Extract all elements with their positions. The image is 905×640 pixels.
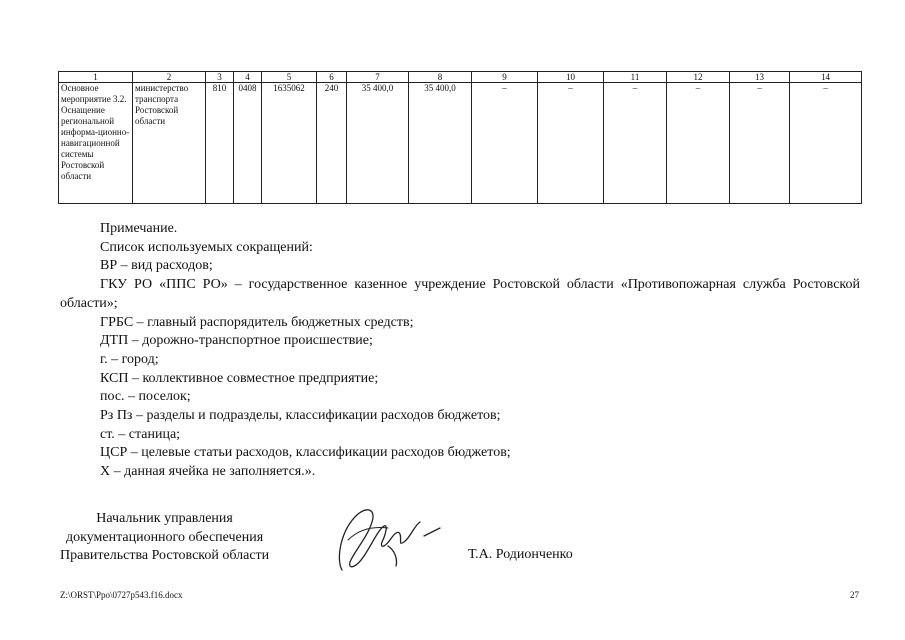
header-cell: 10 <box>538 72 604 83</box>
header-cell: 13 <box>730 72 790 83</box>
header-cell: 3 <box>206 72 234 83</box>
signatory-title <box>60 510 269 566</box>
empty-cell: – <box>538 83 604 204</box>
table-header-row <box>59 72 862 83</box>
header-cell: 7 <box>347 72 409 83</box>
header-cell: 8 <box>409 72 472 83</box>
empty-cell: – <box>472 83 538 204</box>
header-cell: 5 <box>262 72 317 83</box>
header-cell: 12 <box>667 72 730 83</box>
header-cell: 6 <box>317 72 347 83</box>
header-cell: 11 <box>604 72 667 83</box>
note-heading: Примечание. <box>100 221 178 236</box>
note-line: Список используемых сокращений: <box>100 239 313 255</box>
page-number: 27 <box>850 590 859 600</box>
rzpz-cell: 0408 <box>234 83 262 204</box>
handwritten-signature <box>328 500 448 580</box>
note-line: Рз Пз – разделы и подразделы, классификации расходов бюджетов; <box>100 408 501 424</box>
signatory-name: Т.А. Родионченко <box>468 547 573 562</box>
budget-table <box>58 71 862 204</box>
vr-cell: 240 <box>317 83 347 204</box>
note-line: КСП – коллективное совместное предприятие; <box>100 370 379 386</box>
header-cell: 14 <box>790 72 862 83</box>
empty-cell: – <box>604 83 667 204</box>
grbs-cell: 810 <box>206 83 234 204</box>
note-line: ЦСР – целевые статьи расходов, классификации расходов бюджетов; <box>100 445 511 461</box>
note-line: ДТП – дорожно-транспортное происшествие; <box>100 333 373 349</box>
amount-cell: 35 400,0 <box>347 83 409 204</box>
notes-section <box>60 220 860 482</box>
note-line: ГРБС – главный распорядитель бюджетных средств; <box>100 314 414 330</box>
csr-cell: 1635062 <box>262 83 317 204</box>
signatory-line: Начальник управления <box>96 511 233 526</box>
executor-cell: министерство транспорта Ростовской области <box>133 83 206 204</box>
header-cell: 9 <box>472 72 538 83</box>
amount-cell: 35 400,0 <box>409 83 472 204</box>
table-row <box>59 83 862 204</box>
header-cell: 2 <box>133 72 206 83</box>
note-line: ст. – станица; <box>100 426 181 442</box>
empty-cell: – <box>790 83 862 204</box>
note-line: ВР – вид расходов; <box>100 258 213 274</box>
note-line: пос. – поселок; <box>100 389 191 405</box>
empty-cell: – <box>667 83 730 204</box>
footer-file-path: Z:\ORST\Ppo\0727p543.f16.docx <box>60 590 183 600</box>
note-line: Х – данная ячейка не заполняется.». <box>100 464 316 480</box>
empty-cell: – <box>730 83 790 204</box>
note-line: ГКУ РО «ППС РО» – государственное казенное учреждение Ростовской области «Противопожарная служба Ростовской области»; <box>60 277 860 311</box>
measure-name-cell: Основное мероприятие 3.2. Оснащение региональной информа-ционно-навигационной системы Ростовской области <box>59 83 133 204</box>
note-line: г. – город; <box>100 351 159 367</box>
signatory-line: Правительства Ростовской области <box>60 548 270 564</box>
header-cell: 4 <box>234 72 262 83</box>
header-cell: 1 <box>59 72 133 83</box>
signatory-line: документационного обеспечения <box>65 529 264 545</box>
